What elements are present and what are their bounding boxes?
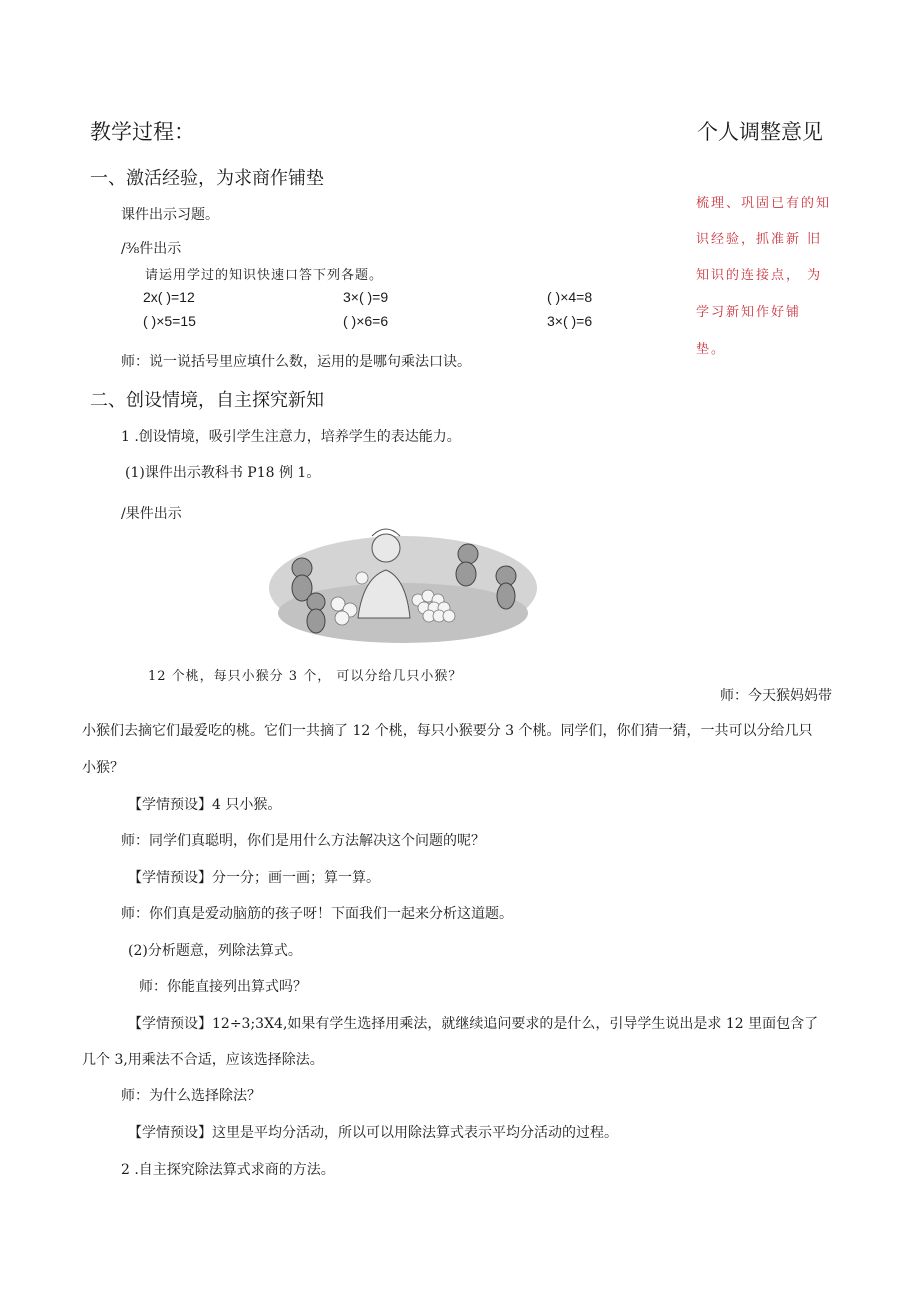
courseware-label: /⅜件出示 xyxy=(121,241,182,257)
exercise-prompt: 请运用学过的知识快速口答下列各题。 xyxy=(145,268,384,283)
teacher-line: 师：为什么选择除法？ xyxy=(121,1088,261,1104)
monkeys-peaches-illustration xyxy=(268,518,538,648)
section-heading: 二、创设情境，自主探究新知 xyxy=(90,390,324,411)
example-caption: 12 个桃，每只小猴分 3 个， 可以分给几只小猴？ xyxy=(148,669,463,684)
equation: ( )×5=15 xyxy=(143,313,196,329)
courseware-label: /果件出示 xyxy=(121,506,182,522)
equation: 2x( )=12 xyxy=(143,289,195,305)
list-item: 1 .创设情境，吸引学生注意力，培养学生的表达能力。 xyxy=(121,429,461,445)
preset-answer: 【学情预设】12÷3;3X4,如果有学生选择用乘法，就继续追问要求的是什么，引导学生说出是求 12 里面包含了 xyxy=(128,1016,819,1032)
adjustment-column-title: 个人调整意见 xyxy=(697,120,823,144)
sidebar-note-line: 学习新知作好铺 xyxy=(696,305,802,320)
sidebar-note-line: 知识的连接点， 为 xyxy=(696,268,823,283)
teacher-line: 师：你能直接列出算式吗？ xyxy=(139,979,307,995)
paragraph: 课件出示习题。 xyxy=(121,207,219,223)
teacher-line: 师：你们真是爱动脑筋的孩子呀！下面我们一起来分析这道题。 xyxy=(121,906,513,922)
list-item: (1)课件出示教科书 P18 例 1。 xyxy=(125,465,321,481)
preset-answer: 几个 3,用乘法不合适，应该选择除法。 xyxy=(82,1052,324,1068)
preset-answer: 【学情预设】4 只小猴。 xyxy=(128,797,282,813)
list-item: 2 .自主探究除法算式求商的方法。 xyxy=(121,1162,335,1178)
section-heading: 一、激活经验，为求商作铺垫 xyxy=(90,168,324,189)
teacher-line: 师：今天猴妈妈带 xyxy=(720,688,832,704)
teacher-line: 小猴？ xyxy=(82,760,124,776)
teacher-question: 师：说一说括号里应填什么数，运用的是哪句乘法口诀。 xyxy=(121,354,471,370)
equation: ( )×6=6 xyxy=(343,313,389,329)
sidebar-note-line: 梳理、巩固已有的知 xyxy=(696,196,832,211)
equation: 3×( )=6 xyxy=(547,313,593,329)
teacher-line: 师：同学们真聪明，你们是用什么方法解决这个问题的呢？ xyxy=(121,833,485,849)
preset-answer: 【学情预设】这里是平均分活动，所以可以用除法算式表示平均分活动的过程。 xyxy=(128,1125,618,1141)
preset-answer: 【学情预设】分一分；画一画；算一算。 xyxy=(128,870,380,886)
page-title: 教学过程： xyxy=(90,120,195,144)
sidebar-note-line: 垫。 xyxy=(696,342,727,357)
equation: 3×( )=9 xyxy=(343,289,389,305)
teacher-line: 小猴们去摘它们最爱吃的桃。它们一共摘了 12 个桃，每只小猴要分 3 个桃。同学们，你们猜一猜，一共可以分给几只 xyxy=(82,723,813,739)
sidebar-note-line: 识经验，抓准新 旧 xyxy=(696,232,823,247)
equation: ( )×4=8 xyxy=(547,289,593,305)
list-item: (2)分析题意，列除法算式。 xyxy=(128,943,302,959)
